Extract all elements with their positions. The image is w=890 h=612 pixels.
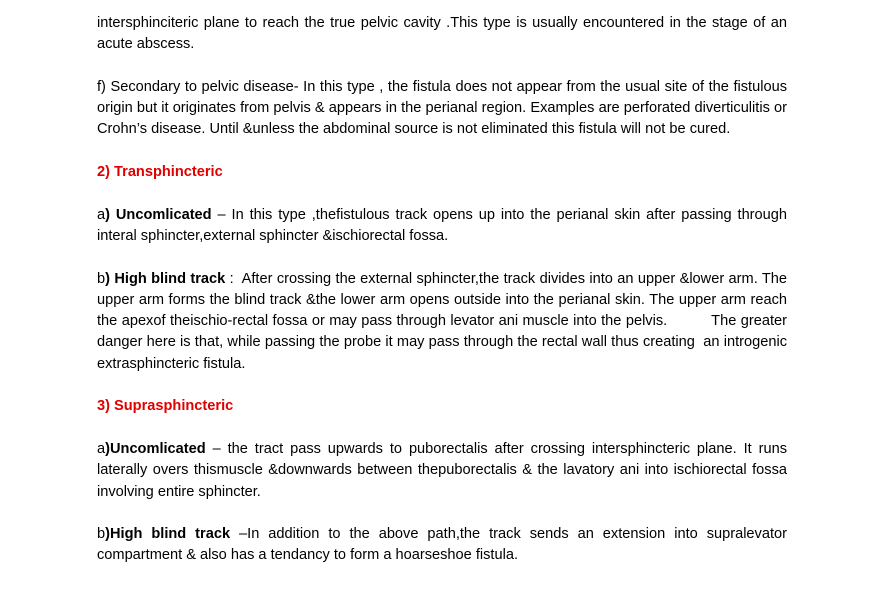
item-title: ) Uncomlicated	[105, 206, 212, 223]
item-text: : After crossing the external sphincter,the track divides into an upper &lower arm. The upper arm forms the blind track &the lower arm opens outside into the perianal skin. The upper arm reach the apexof theischio-rectal fossa or may pass through levator ani muscle into the pelvis. The greater danger here is that, while passing the probe it may pass through the rectal wall thus creating an introgenic extrasphincteric fistula.	[97, 270, 792, 372]
paragraph-suprasphincteric-high-blind-track	[97, 524, 787, 567]
item-text: – In this type ,thefistulous track opens up into the perianal skin after passing through interal sphincter,external sphincter &ischiorectal fossa.	[97, 206, 788, 244]
document-page	[97, 13, 792, 588]
paragraph-secondary-pelvic-disease: f) Secondary to pelvic disease- In this type , the fistula does not appear from the usual site of the fistulous origin but it originates from pelvis & appears in the perianal region. Examples are perforated diverticulitis or Crohn’s disease. Until &unless the abdominal source is not eliminated this fistula will not be cured.	[97, 78, 787, 138]
paragraph-suprasphincteric-uncomplicated	[97, 439, 787, 503]
item-prefix: b	[97, 270, 106, 287]
paragraph-transphincteric-high-blind-track	[97, 269, 792, 375]
item-prefix: b	[97, 526, 106, 543]
item-prefix: a	[97, 440, 106, 457]
heading-transphincteric: 2) Transphincteric	[97, 164, 223, 181]
item-text: –In addition to the above path,the track sends an extension into supralevator compartment & also has a tendancy to form a hoarseshoe fistula.	[97, 526, 787, 564]
paragraph-intersphincteric-continuation: intersphinciteric plane to reach the true pelvic cavity .This type is usually encountered in the stage of an acute abscess.	[97, 15, 787, 53]
heading-suprasphincteric: 3) Suprasphincteric	[97, 398, 234, 415]
item-prefix: a	[97, 206, 106, 223]
item-title: ) High blind track	[105, 270, 226, 287]
paragraph-transphincteric-uncomplicated	[97, 205, 787, 248]
item-text: – the tract pass upwards to puborectalis after crossing intersphincteric plane. It runs laterally overs thismuscle &downwards between thepuborectalis & the lavatory ani into ischiorectal fossa involving entire sphincter.	[97, 440, 787, 500]
item-title: )Uncomlicated	[105, 440, 206, 457]
item-title: )High blind track	[105, 526, 231, 543]
